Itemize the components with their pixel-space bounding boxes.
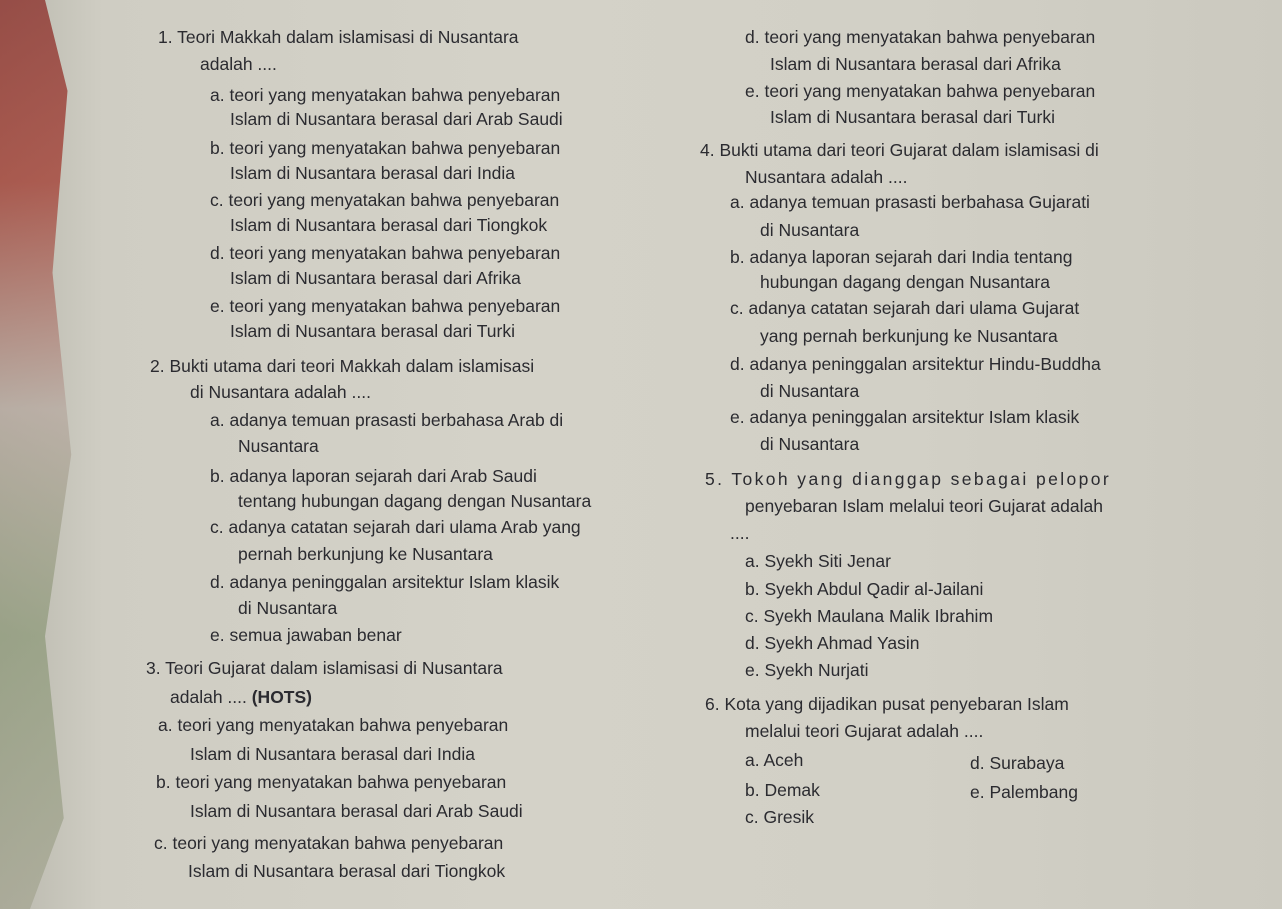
hots-label: (HOTS) (251, 687, 313, 707)
q3-option-b-line1: b. teori yang menyatakan bahwa penyebaran (156, 772, 507, 792)
q4-option-b-line2: hubungan dagang dengan Nusantara (760, 272, 1050, 292)
q3-option-c-line2: Islam di Nusantara berasal dari Tiongkok (188, 861, 506, 881)
q3-option-c-line1: c. teori yang menyatakan bahwa penyebaran (154, 833, 504, 853)
q6-option-b: b. Demak (745, 780, 820, 800)
q3-stem-line2-text: adalah .... (170, 687, 252, 707)
q4-option-a-line2: di Nusantara (760, 220, 860, 240)
q2-option-c-line2: pernah berkunjung ke Nusantara (238, 544, 493, 564)
q4-stem-line2: Nusantara adalah .... (745, 167, 908, 187)
q5-stem-line3: .... (730, 523, 750, 543)
q4-option-c-line1: c. adanya catatan sejarah dari ulama Gujarat (730, 298, 1080, 318)
q1-option-b-line1: b. teori yang menyatakan bahwa penyebaran (210, 138, 561, 158)
q2-option-a-line2: Nusantara (238, 436, 319, 456)
q2-option-e: e. semua jawaban benar (210, 625, 402, 645)
q6-stem-line1: 6. Kota yang dijadikan pusat penyebaran Islam (705, 694, 1069, 714)
q2-option-d-line2: di Nusantara (238, 598, 338, 618)
q6-option-a: a. Aceh (745, 750, 804, 770)
q6-option-e: e. Palembang (970, 782, 1078, 802)
q2-stem-line1: 2. Bukti utama dari teori Makkah dalam islamisasi (150, 356, 535, 376)
q5-option-d: d. Syekh Ahmad Yasin (745, 633, 920, 653)
q5-option-b: b. Syekh Abdul Qadir al-Jailani (745, 579, 984, 599)
q1-option-e-line2: Islam di Nusantara berasal dari Turki (230, 321, 515, 341)
q3-option-b-line2: Islam di Nusantara berasal dari Arab Saudi (190, 801, 523, 821)
q1-option-b-line2: Islam di Nusantara berasal dari India (230, 163, 516, 183)
q1-option-e-line1: e. teori yang menyatakan bahwa penyebaran (210, 296, 561, 316)
q1-option-a-line2: Islam di Nusantara berasal dari Arab Saudi (230, 109, 563, 129)
q1-stem-line1: 1. Teori Makkah dalam islamisasi di Nusantara (158, 27, 519, 47)
q1-option-a-line1: a. teori yang menyatakan bahwa penyebaran (210, 85, 561, 105)
q3-option-e-line2: Islam di Nusantara berasal dari Turki (770, 107, 1055, 127)
q6-option-c: c. Gresik (745, 807, 815, 827)
q3-option-a-line2: Islam di Nusantara berasal dari India (190, 744, 476, 764)
q4-option-e-line2: di Nusantara (760, 434, 860, 454)
q2-option-d-line1: d. adanya peninggalan arsitektur Islam klasik (210, 572, 560, 592)
q3-option-d-line1: d. teori yang menyatakan bahwa penyebaran (745, 27, 1096, 47)
q4-option-a-line1: a. adanya temuan prasasti berbahasa Gujarati (730, 192, 1090, 212)
q1-option-c-line2: Islam di Nusantara berasal dari Tiongkok (230, 215, 548, 235)
q6-option-d: d. Surabaya (970, 753, 1065, 773)
q4-option-d-line1: d. adanya peninggalan arsitektur Hindu-Buddha (730, 354, 1101, 374)
q4-stem-line1: 4. Bukti utama dari teori Gujarat dalam islamisasi di (700, 140, 1099, 160)
q3-option-d-line2: Islam di Nusantara berasal dari Afrika (770, 54, 1061, 74)
q5-stem-line1: 5. Tokoh yang dianggap sebagai pelopor (705, 469, 1112, 489)
q3-stem-line2 (170, 686, 312, 708)
q4-option-b-line1: b. adanya laporan sejarah dari India tentang (730, 247, 1073, 267)
q4-option-e-line1: e. adanya peninggalan arsitektur Islam klasik (730, 407, 1080, 427)
q2-option-b-line2: tentang hubungan dagang dengan Nusantara (238, 491, 592, 511)
q5-option-c: c. Syekh Maulana Malik Ibrahim (745, 606, 994, 626)
q6-stem-line2: melalui teori Gujarat adalah .... (745, 721, 984, 741)
q1-option-d-line2: Islam di Nusantara berasal dari Afrika (230, 268, 521, 288)
q3-stem-line1: 3. Teori Gujarat dalam islamisasi di Nusantara (146, 658, 503, 678)
q5-option-e: e. Syekh Nurjati (745, 660, 869, 680)
q2-stem-line2: di Nusantara adalah .... (190, 382, 371, 402)
q2-option-a-line1: a. adanya temuan prasasti berbahasa Arab di (210, 410, 564, 430)
q5-stem-line2: penyebaran Islam melalui teori Gujarat adalah (745, 496, 1103, 516)
q5-option-a: a. Syekh Siti Jenar (745, 551, 891, 571)
q1-stem-line2: adalah .... (200, 54, 277, 74)
q4-option-c-line2: yang pernah berkunjung ke Nusantara (760, 326, 1058, 346)
q2-option-b-line1: b. adanya laporan sejarah dari Arab Saudi (210, 466, 537, 486)
q1-option-d-line1: d. teori yang menyatakan bahwa penyebaran (210, 243, 561, 263)
q3-option-e-line1: e. teori yang menyatakan bahwa penyebaran (745, 81, 1096, 101)
q4-option-d-line2: di Nusantara (760, 381, 860, 401)
q2-option-c-line1: c. adanya catatan sejarah dari ulama Arab yang (210, 517, 581, 537)
q1-option-c-line1: c. teori yang menyatakan bahwa penyebaran (210, 190, 560, 210)
q3-option-a-line1: a. teori yang menyatakan bahwa penyebaran (158, 715, 509, 735)
